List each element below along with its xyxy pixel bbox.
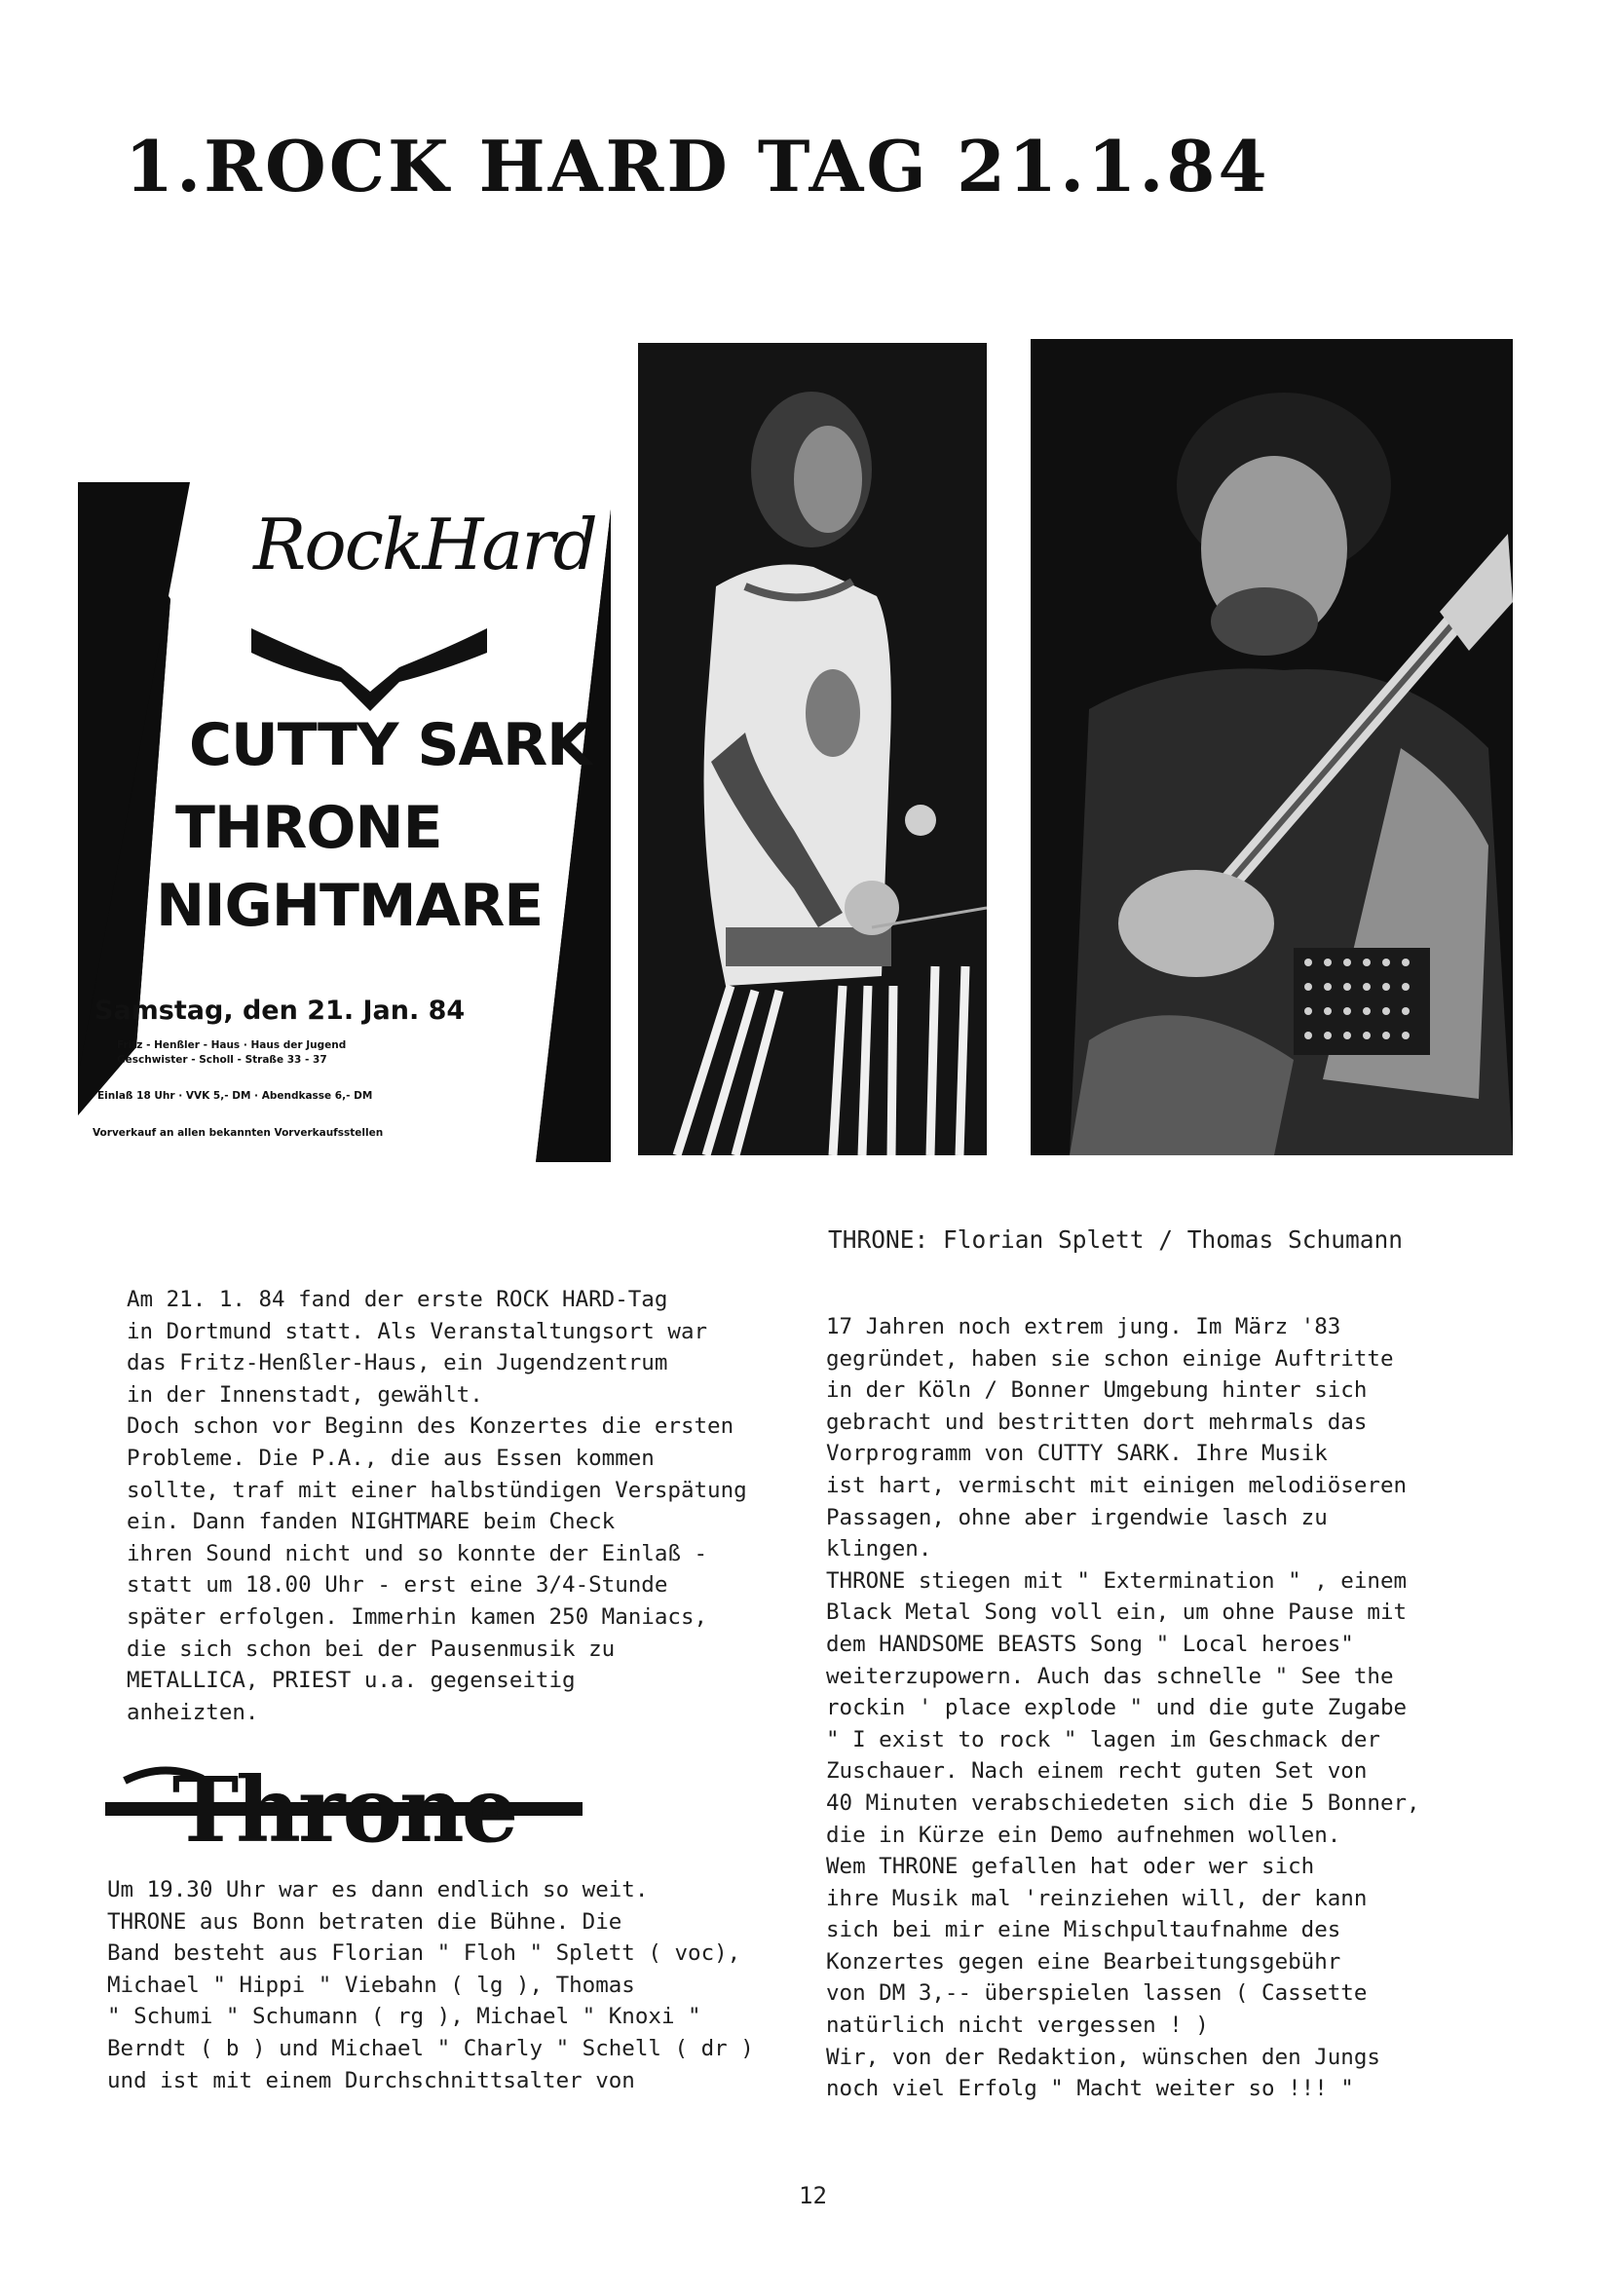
article-line: in Dortmund statt. Als Veranstaltungsort war (127, 1318, 708, 1344)
article-line: Doch schon vor Beginn des Konzertes die ersten (127, 1413, 734, 1440)
article-line: die in Kürze ein Demo aufnehmen wollen. (826, 1822, 1341, 1848)
article-line: das Fritz-Henßler-Haus, ein Jugendzentrum (127, 1350, 668, 1376)
article-throne-section (107, 1874, 754, 2096)
photo-caption: THRONE: Florian Splett / Thomas Schumann (828, 1225, 1404, 1254)
rockhard-logo-text: RockHard (253, 504, 596, 585)
article-line: ein. Dann fanden NIGHTMARE beim Check (127, 1509, 616, 1535)
article-line: in der Köln / Bonner Umgebung hinter sich (826, 1377, 1368, 1404)
article-line: Wir, von der Redaktion, wünschen den Jungs (826, 2044, 1380, 2070)
article-line: noch viel Erfolg " Macht weiter so !!! " (826, 2076, 1354, 2102)
article-line: statt um 18.00 Uhr - erst eine 3/4-Stunde (127, 1572, 668, 1599)
article-line: Michael " Hippi " Viebahn ( lg ), Thomas (107, 1972, 635, 1998)
article-line: gegründet, haben sie schon einige Auftritte (826, 1345, 1394, 1372)
article-line: THRONE aus Bonn betraten die Bühne. Die (107, 1908, 622, 1935)
page-number: 12 (799, 2182, 827, 2209)
poster-venue-line-2: Geschwister - Scholl - Straße 33 - 37 (117, 1054, 327, 1066)
article-line: rockin ' place explode " und die gute Zugabe (826, 1695, 1408, 1721)
article-line: Black Metal Song voll ein, um ohne Pause mit (826, 1600, 1408, 1626)
article-line: später erfolgen. Immerhin kamen 250 Maniacs, (127, 1603, 708, 1630)
page-title: 1.ROCK HARD TAG 21.1.84 (125, 125, 1270, 207)
photo-guitarist-image (1031, 339, 1513, 1155)
photo-guitarist (1031, 339, 1513, 1155)
article-line: anheizten. (127, 1699, 259, 1725)
article-line: und ist mit einem Durchschnittsalter von (107, 2067, 635, 2093)
article-line: THRONE stiegen mit " Extermination " , einem (826, 1567, 1408, 1594)
poster-venue-line-1: Fritz - Henßler - Haus · Haus der Jugend (117, 1039, 347, 1051)
article-line: " Schumi " Schumann ( rg ), Michael " Knoxi " (107, 2004, 701, 2030)
article-line: Zuschauer. Nach einem recht guten Set von (826, 1758, 1368, 1785)
article-line: Band besteht aus Florian " Floh " Splett ( voc), (107, 1940, 741, 1967)
concert-poster (78, 482, 611, 1162)
article-line: in der Innenstadt, gewählt. (127, 1381, 483, 1408)
article-line: Wem THRONE gefallen hat oder wer sich (826, 1854, 1315, 1880)
poster-band-3: NIGHTMARE (156, 872, 544, 940)
article-line: METALLICA, PRIEST u.a. gegenseitig (127, 1668, 576, 1694)
article-line: klingen. (826, 1536, 932, 1562)
article-line: dem HANDSOME BEASTS Song " Local heroes" (826, 1631, 1354, 1657)
article-line: ihre Musik mal 'reinziehen will, der kann (826, 1885, 1368, 1911)
article-line: Konzertes gegen eine Bearbeitungsgebühr (826, 1948, 1341, 1975)
poster-presale: Vorverkauf an allen bekannten Vorverkaufsstellen (93, 1127, 384, 1139)
article-line: Berndt ( b ) und Michael " Charly " Schell ( dr ) (107, 2035, 754, 2061)
article-right-column (826, 1311, 1420, 2105)
article-line: Am 21. 1. 84 fand der erste ROCK HARD-Tag (127, 1287, 668, 1312)
article-line: Vorprogramm von CUTTY SARK. Ihre Musik (826, 1441, 1328, 1467)
article-line: gebracht und bestritten dort mehrmals das (826, 1409, 1368, 1435)
article-line: Probleme. Die P.A., die aus Essen kommen (127, 1445, 655, 1471)
poster-band-2: THRONE (175, 794, 442, 862)
poster-prices: Einlaß 18 Uhr · VVK 5,- DM · Abendkasse 6,- DM (97, 1090, 373, 1102)
photo-vocalist-image (638, 343, 987, 1155)
article-line: " I exist to rock " lagen im Geschmack der (826, 1726, 1380, 1752)
poster-date: Samstag, den 21. Jan. 84 (94, 996, 466, 1026)
rockhard-logo (251, 502, 598, 706)
throne-logo-text: Throne (171, 1757, 516, 1863)
article-line: weiterzupowern. Auch das schnelle " See the (826, 1663, 1394, 1689)
article-intro (127, 1284, 747, 1728)
article-line: ihren Sound nicht und so konnte der Einlaß - (127, 1540, 708, 1566)
article-line: Um 19.30 Uhr war es dann endlich so weit. (107, 1877, 649, 1902)
article-line: ist hart, vermischt mit einigen melodiöseren (826, 1472, 1408, 1498)
poster-band-1: CUTTY SARK (189, 711, 591, 779)
article-line: die sich schon bei der Pausenmusik zu (127, 1636, 616, 1662)
article-line: 17 Jahren noch extrem jung. Im März '83 (826, 1314, 1341, 1339)
article-line: von DM 3,-- überspielen lassen ( Cassette (826, 1980, 1368, 2007)
article-line: natürlich nicht vergessen ! ) (826, 2013, 1209, 2039)
article-line: sich bei mir eine Mischpultaufnahme des (826, 1917, 1341, 1943)
photo-vocalist (638, 343, 987, 1155)
article-line: sollte, traf mit einer halbstündigen Verspätung (127, 1477, 747, 1503)
article-line: 40 Minuten verabschiedeten sich die 5 Bonner, (826, 1789, 1420, 1816)
throne-band-logo (105, 1751, 583, 1868)
article-line: Passagen, ohne aber irgendwie lasch zu (826, 1504, 1328, 1530)
